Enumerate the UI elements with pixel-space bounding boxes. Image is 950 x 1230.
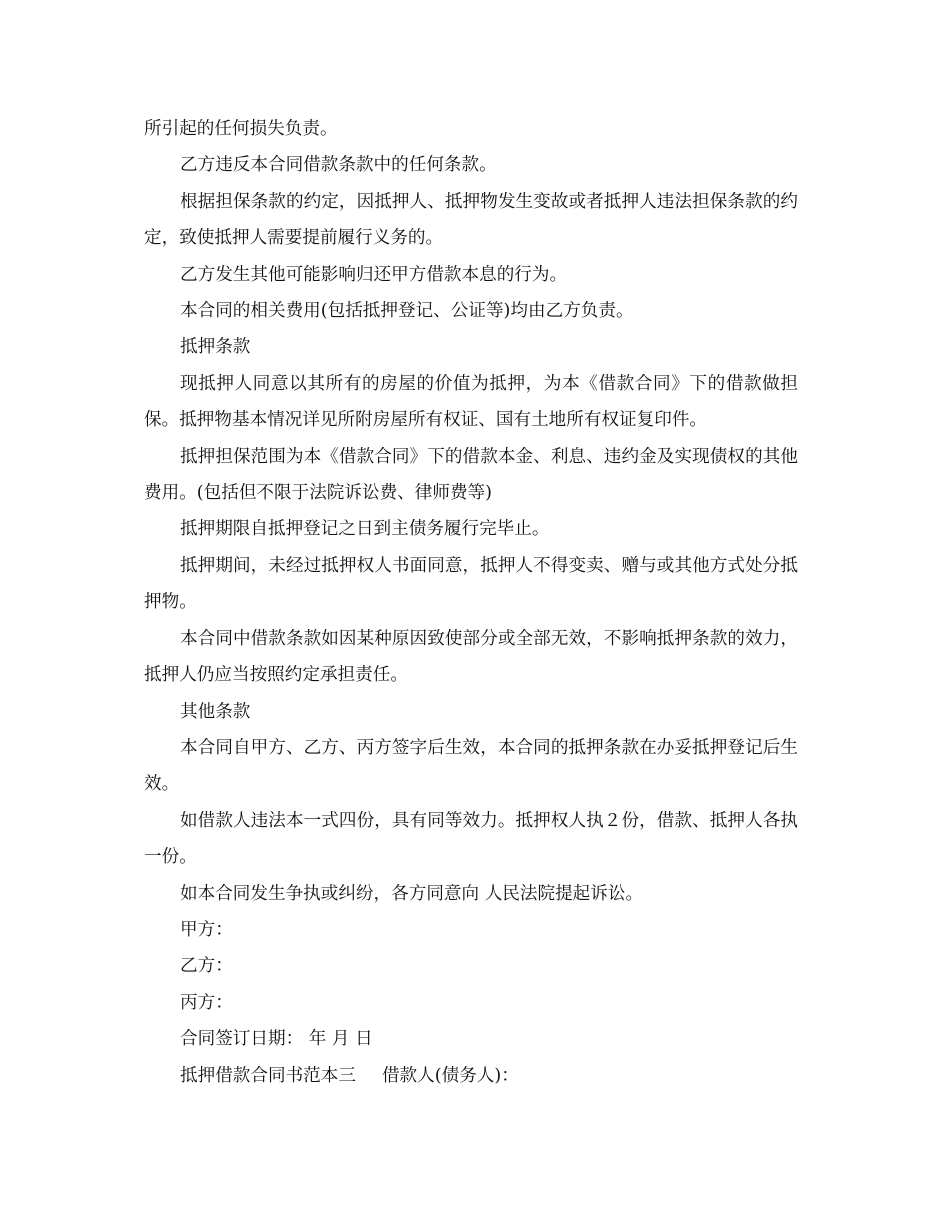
paragraph-other-behavior: 乙方发生其他可能影响归还甲方借款本息的行为。	[180, 264, 568, 285]
section-heading-other: 其他条款	[180, 701, 251, 722]
template-title: 抵押借款合同书范本三	[180, 1065, 356, 1086]
paragraph-clause-validity: 本合同中借款条款如因某种原因致使部分或全部无效，不影响抵押条款的效力，抵押人仍应当按照约定承担责任。	[144, 628, 798, 686]
paragraph-mortgage-scope: 抵押担保范围为本《借款合同》下的借款本金、利息、违约金及实现债权的其他费用。(包括但不限于法院诉讼费、律师费等)	[144, 446, 798, 504]
borrower-label: 借款人(债务人)：	[381, 1065, 519, 1086]
paragraph-mortgage-period: 抵押期间，未经过抵押权人书面同意，抵押人不得变卖、赠与或其他方式处分抵押物。	[144, 555, 798, 613]
paragraph-mortgage-consent: 现抵押人同意以其所有的房屋的价值为抵押，为本《借款合同》下的借款做担保。抵押物基本情况详见所附房屋所有权证、国有土地所有权证复印件。	[144, 373, 798, 431]
signature-party-b: 乙方：	[180, 956, 233, 977]
paragraph-dispute: 如本合同发生争执或纠纷，各方同意向 人民法院提起诉讼。	[180, 883, 644, 904]
paragraph-fees: 本合同的相关费用(包括抵押登记、公证等)均由乙方负责。	[180, 301, 634, 322]
paragraph-breach-terms: 乙方违反本合同借款条款中的任何条款。	[180, 155, 497, 176]
paragraph-effectiveness: 本合同自甲方、乙方、丙方签字后生效，本合同的抵押条款在办妥抵押登记后生效。	[144, 737, 798, 795]
paragraph-copies: 如借款人违法本一式四份，具有同等效力。抵押权人执２份，借款、抵押人各执一份。	[144, 810, 798, 868]
paragraph-loss-liability: 所引起的任何损失负责。	[144, 119, 338, 139]
paragraph-mortgage-term: 抵押期限自抵押登记之日到主债务履行完毕止。	[180, 519, 550, 540]
final-line	[144, 1058, 798, 1094]
signature-party-a: 甲方：	[180, 919, 233, 940]
document-body	[144, 111, 798, 1094]
section-heading-mortgage: 抵押条款	[180, 337, 251, 358]
signature-party-c: 丙方：	[180, 992, 233, 1013]
paragraph-guarantee-change: 根据担保条款的约定，因抵押人、抵押物发生变故或者抵押人违法担保条款的约定，致使抵押人需要提前履行义务的。	[144, 191, 798, 249]
signing-date: 合同签订日期： 年 月 日	[180, 1029, 373, 1050]
